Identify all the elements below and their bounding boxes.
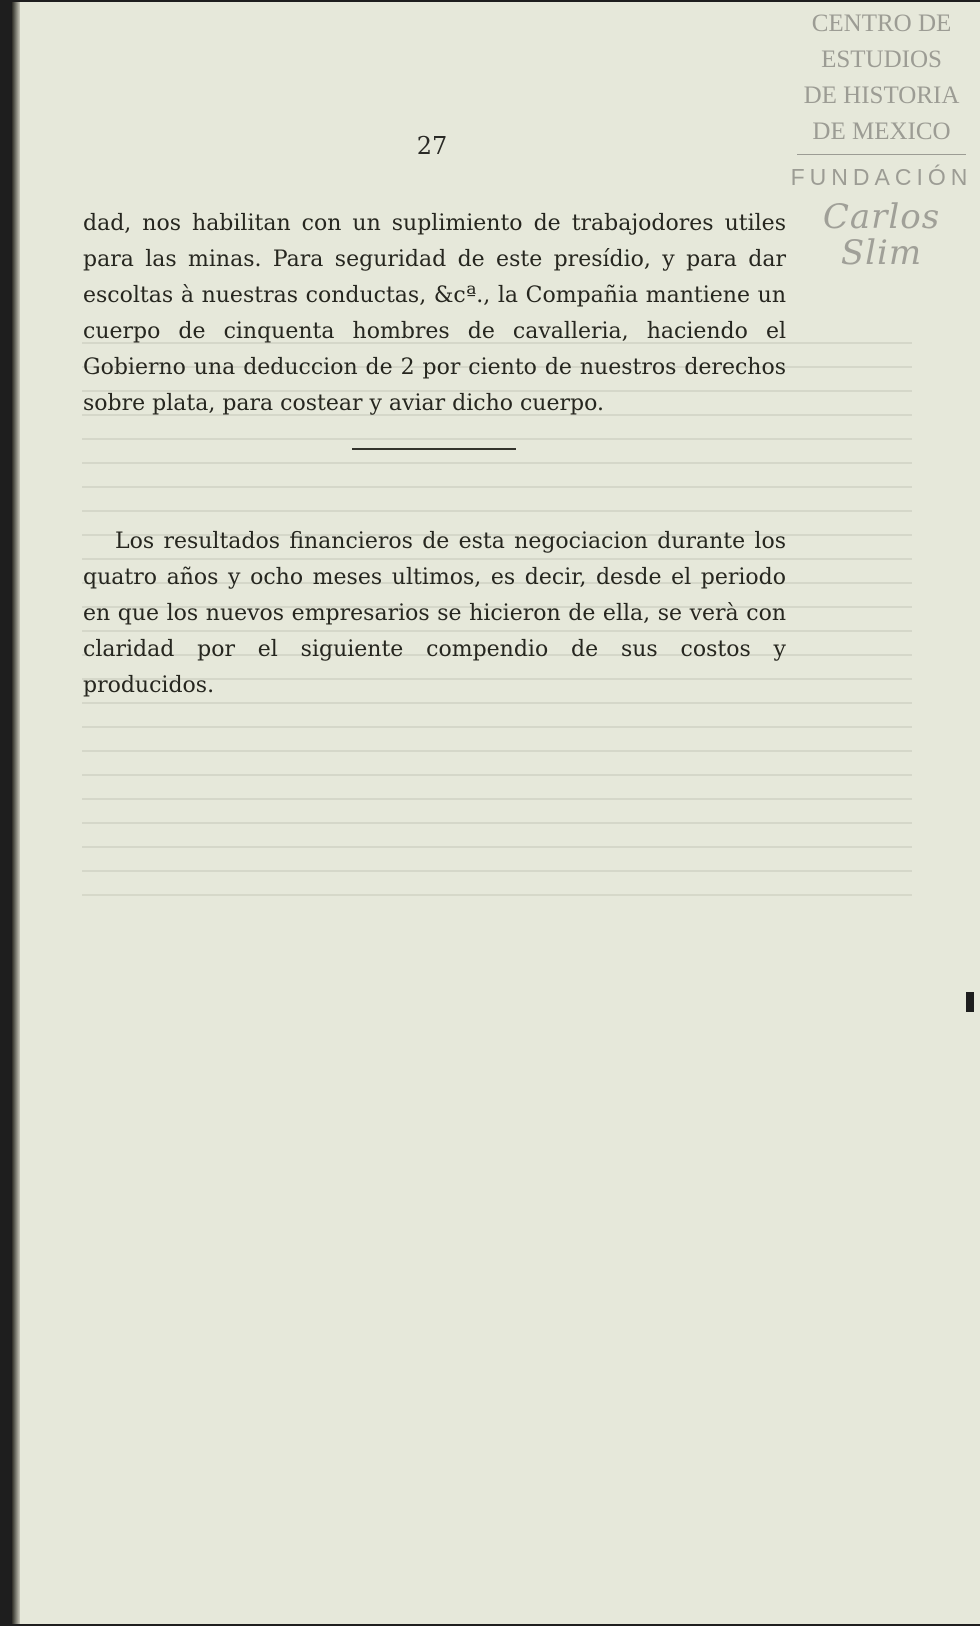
watermark-line: CENTRO DE <box>811 10 952 37</box>
page-edge-notch <box>966 992 974 1012</box>
watermark-line: DE HISTORIA <box>803 82 960 109</box>
watermark-signature: Carlos Slim <box>822 197 941 273</box>
document-page <box>12 2 980 1624</box>
watermark-line: DE MEXICO <box>812 118 951 145</box>
paragraph-financial-results: Los resultados financieros de esta negociacion durante los quatro años y ocho meses ultimos, es decir, desde el periodo en que los nuevos empresarios se hicieron de ella, se verà con claridad por el siguiente compendio de sus costos y producidos. <box>83 529 786 698</box>
paragraph-presidio: dad, nos habilitan con un suplimiento de trabajodores utiles para las minas. Para seguridad de este presídio, y para dar escoltas à nuestras conductas, &cª., la Compañia mantiene un cuerpo de cinquenta hombres de cavalleria, haciendo el Gobierno una deduccion de 2 por ciento de nuestros derechos sobre plata, para costear y aviar dicho cuerpo. <box>83 211 786 416</box>
archive-watermark <box>789 6 974 271</box>
watermark-separator <box>797 154 966 155</box>
bleed-through-text <box>82 342 912 1142</box>
watermark-foundation: FUNDACIÓN <box>790 164 973 190</box>
page-binding-shadow <box>12 2 20 1624</box>
section-divider <box>352 448 516 450</box>
watermark-line: ESTUDIOS <box>821 46 942 73</box>
page-number: 27 <box>416 132 448 160</box>
